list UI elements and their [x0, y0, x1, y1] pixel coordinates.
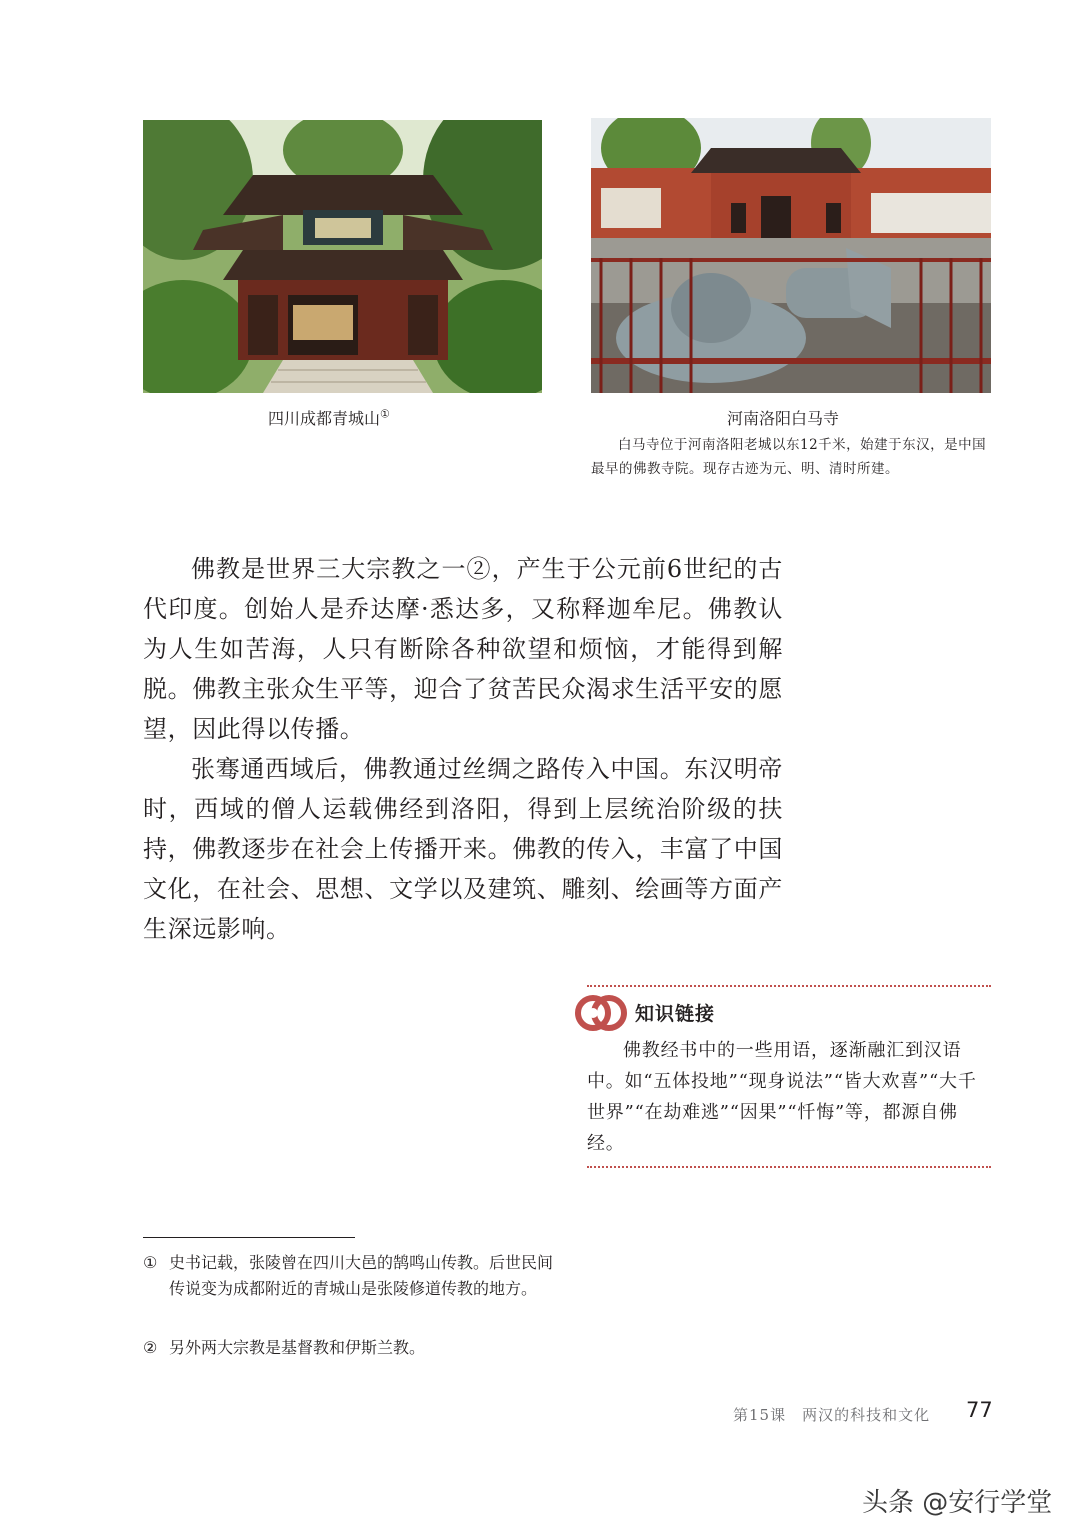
footnote-2: [143, 1335, 563, 1361]
knowledge-link-text: 佛教经书中的一些用语，逐渐融汇到汉语中。如“五体投地”“现身说法”“皆大欢喜”“大千世界”“在劫难逃”“因果”“忏悔”等，都源自佛经。: [587, 1040, 977, 1154]
knowledge-link-title: 知识链接: [635, 1003, 716, 1025]
left-caption-text: 四川成都青城山: [268, 409, 381, 428]
footnote-2-number: ②: [143, 1338, 158, 1357]
body-paragraph-2: 张骞通西域后，佛教通过丝绸之路传入中国。东汉明帝时，西域的僧人运载佛经到洛阳，得到上层统治阶级的扶持，佛教逐步在社会上传播开来。佛教的传入，丰富了中国文化，在社会、思想、文学以及建筑、雕刻、绘画等方面产生深远影响。: [143, 755, 783, 943]
knowledge-link-box: [587, 985, 991, 1168]
left-photo-caption: [268, 406, 390, 429]
footnote-2-text: 另外两大宗教是基督教和伊斯兰教。: [169, 1338, 426, 1357]
footer-lesson-title: 第15课 两汉的科技和文化: [733, 1406, 931, 1424]
body-paragraph-1: 佛教是世界三大宗教之一②，产生于公元前6世纪的古代印度。创始人是乔达摩·悉达多，又称释迦牟尼。佛教认为人生如苦海，人只有断除各种欲望和烦恼，才能得到解脱。佛教主张众生平等，迎合了贫苦民众渴求生活平安的愿望，因此得以传播。: [143, 555, 783, 743]
page-number: 77: [966, 1398, 993, 1422]
dotted-divider-top: [587, 985, 991, 987]
footnote-1: [143, 1250, 563, 1302]
photo-qingcheng-mountain: [143, 120, 542, 393]
dotted-divider-bottom: [587, 1166, 991, 1168]
footnote-rule: [143, 1237, 355, 1238]
footnote-1-text: 史书记载，张陵曾在四川大邑的鹄鸣山传教。后世民间传说变为成都附近的青城山是张陵修道传教的地方。: [169, 1253, 554, 1298]
footnote-1-number: ①: [143, 1253, 158, 1272]
knowledge-link-icon: [575, 989, 627, 1037]
right-photo-description: 白马寺位于河南洛阳老城以东12千米，始建于东汉，是中国最早的佛教寺院。现存古迹为元、明、清时所建。: [591, 437, 987, 477]
left-caption-footnote-mark: ①: [380, 407, 390, 421]
right-photo-caption: 河南洛阳白马寺: [727, 409, 840, 428]
photo-white-horse-temple: [591, 118, 991, 393]
watermark: 头条 @安行学堂: [862, 1488, 1053, 1518]
